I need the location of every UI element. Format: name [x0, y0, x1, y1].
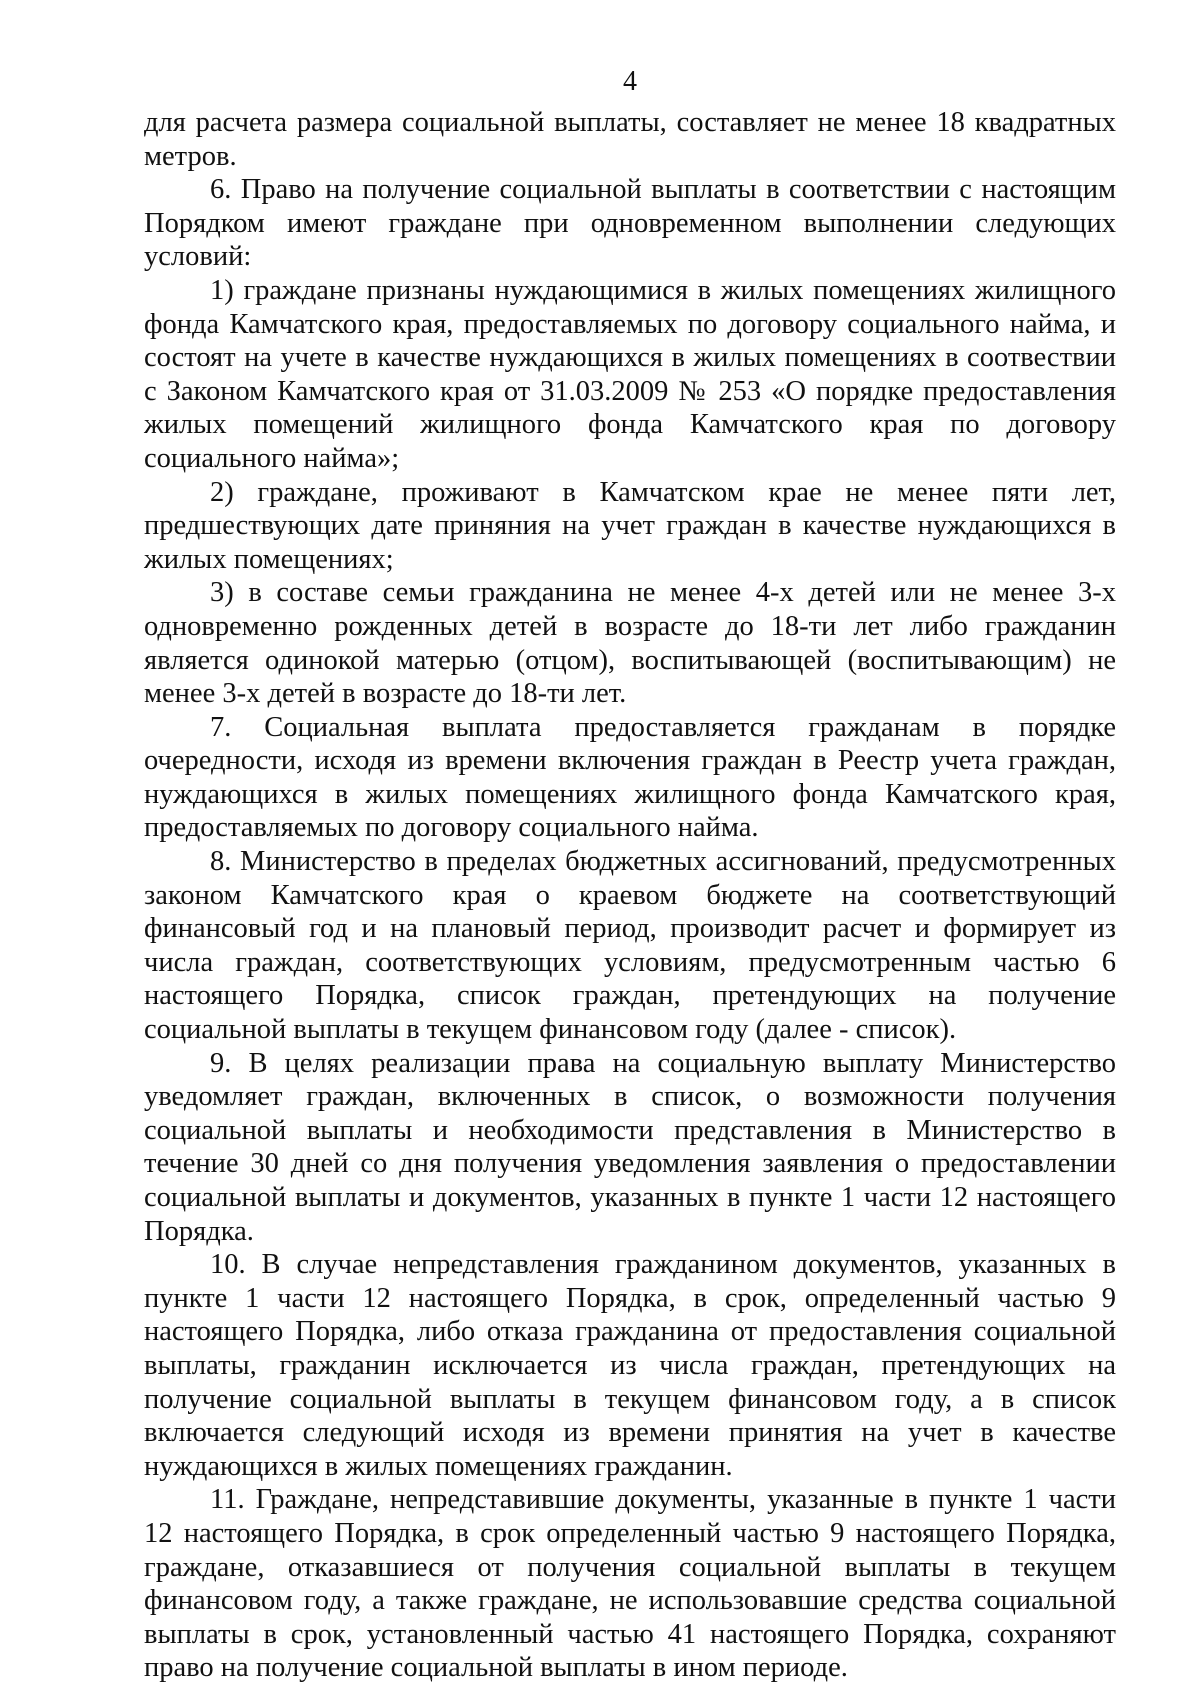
paragraph-continuation: для расчета размера социальной выплаты, составляет не менее 18 квадратных метров.	[144, 107, 1116, 172]
paragraph-10: 10. В случае непредставления гражданином документов, указанных в пункте 1 части 12 настоящего Порядка, в срок, определенный частью 9 настоящего Порядка, либо отказа гражданина от предоставления социальной выплаты, гражданин исключается из числа граждан, претендующих на получение социальной выплаты в текущем финансовом году, а в список включается следующий исходя из времени принятия на учет в качестве нуждающихся в жилых помещениях гражданин.	[144, 1249, 1116, 1482]
document-page	[144, 66, 1116, 1685]
paragraph-9: 9. В целях реализации права на социальную выплату Министерство уведомляет граждан, включенных в список, о возможности получения социальной выплаты и необходимости представления в Министерство в течение 30 дней со дня получения уведомления заявления о предоставлении социальной выплаты и документов, указанных в пункте 1 части 12 настоящего Порядка.	[144, 1047, 1116, 1247]
paragraph-6-item-2: 2) граждане, проживают в Камчатском крае не менее пяти лет, предшествующих дате приняния на учет граждан в качестве нуждающихся в жилых помещениях;	[144, 476, 1116, 575]
paragraph-6: 6. Право на получение социальной выплаты в соответствии с настоящим Порядком имеют граждане при одновременном выполнении следующих условий:	[144, 174, 1116, 273]
paragraph-6-item-1: 1) граждане признаны нуждающимися в жилых помещениях жилищного фонда Камчатского края, предоставляемых по договору социального найма, и состоят на учете в качестве нуждающихся в жилых помещениях в соотвествии с Законом Камчатского края от 31.03.2009 № 253 «О порядке предоставления жилых помещений жилищного фонда Камчатского края по договору социального найма»;	[144, 274, 1116, 474]
paragraph-7: 7. Социальная выплата предоставляется гражданам в порядке очередности, исходя из времени включения граждан в Реестр учета граждан, нуждающихся в жилых помещениях жилищного фонда Камчатского края, предоставляемых по договору социального найма.	[144, 711, 1116, 844]
paragraph-6-item-3: 3) в составе семьи гражданина не менее 4-х детей или не менее 3-х одновременно рожденных детей в возрасте до 18-ти лет либо гражданин является одинокой матерью (отцом), воспитывающей (воспитывающим) не менее 3-х детей в возрасте до 18-ти лет.	[144, 577, 1116, 710]
paragraph-11: 11. Граждане, непредставившие документы, указанные в пункте 1 части 12 настоящего Порядка, в срок определенный частью 9 настоящего Порядка, граждане, отказавшиеся от получения социальной выплаты в текущем финансовом году, а также граждане, не использовавшие средства социальной выплаты в срок, установленный частью 41 настоящего Порядка, сохраняют право на получение социальной выплаты в ином периоде.	[144, 1484, 1116, 1684]
page-number: 4	[623, 66, 637, 97]
paragraph-8: 8. Министерство в пределах бюджетных ассигнований, предусмотренных законом Камчатского края о краевом бюджете на соответствующий финансовый год и на плановый период, производит расчет и формирует из числа граждан, соответствующих условиям, предусмотренным частью 6 настоящего Порядка, список граждан, претендующих на получение социальной выплаты в текущем финансовом году (далее - список).	[144, 846, 1116, 1046]
